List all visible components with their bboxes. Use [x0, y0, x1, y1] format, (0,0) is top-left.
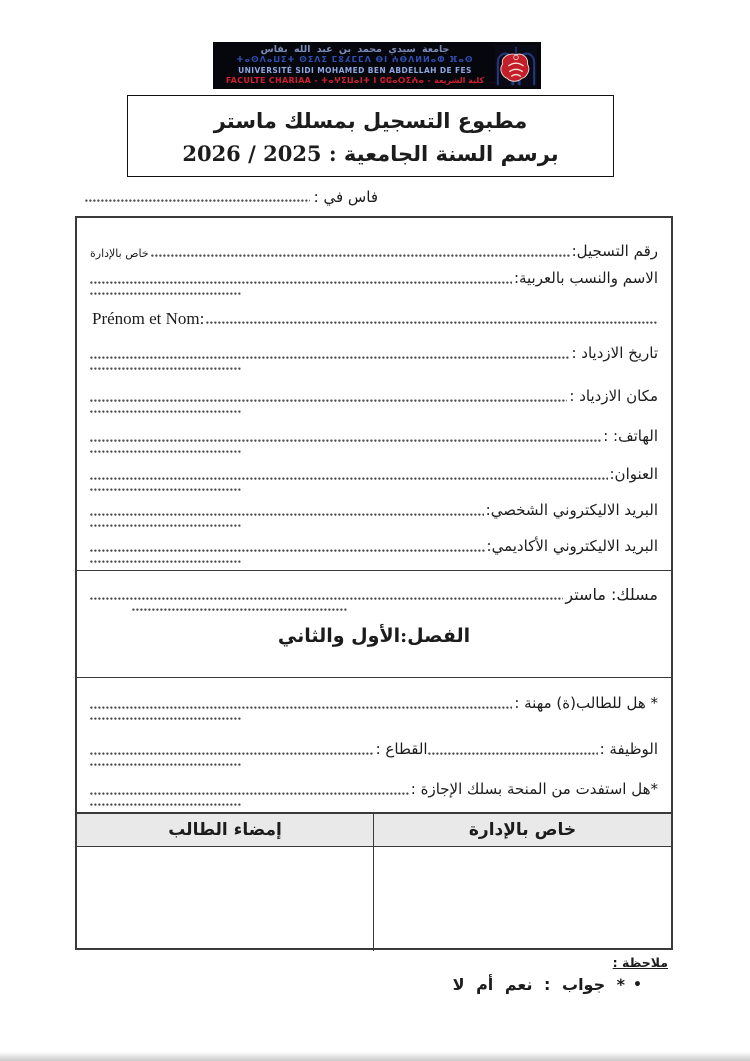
dotted-line-continuation	[90, 799, 242, 810]
dotted-line	[90, 468, 608, 484]
birth-place-label: مكان الازدياد :	[569, 387, 658, 405]
note-bullet-text: * جواب : نعم أم لا	[452, 975, 626, 994]
has-job-label: * هل للطالب(ة) مهنة :	[514, 694, 658, 712]
bullet-icon: •	[633, 976, 642, 993]
field-registration-number	[90, 242, 658, 261]
job-label: الوظيفة :	[599, 740, 658, 758]
mosque-emblem-icon	[495, 45, 537, 87]
academic-email-label: البريد الاليكتروني الأكاديمي:	[486, 537, 658, 555]
field-address	[90, 465, 658, 484]
profession-section	[77, 677, 671, 812]
note-title: ملاحظة :	[612, 955, 668, 970]
field-birth-date	[90, 344, 658, 363]
signature-table	[77, 812, 671, 951]
semester-heading: الفصل:الأول والثاني	[277, 625, 471, 647]
dotted-line	[90, 783, 409, 799]
university-name-tifinagh: ⵜⴰⵙⴷⴰⵡⵉⵜ ⵙⵉⴷⵉ ⵎⵓⵃⵎⵎⴷ ⴱⵏ ⵄⴱⴷⵍⵍⴰⵀ ⴼⴰⵙ	[236, 55, 474, 65]
faculty-name-line: FACULTE CHARIAA - ⵜⴰⵖⵉⵡⴰⵏⵜ ⵏ ⵛⵛⴰⵔⵉⵄⴰ - كلية الشريعة	[225, 75, 485, 85]
track-section	[77, 570, 671, 677]
field-birth-place	[90, 387, 658, 406]
dotted-line	[90, 540, 485, 556]
banner-text-block	[216, 44, 494, 87]
admin-signature-cell	[374, 847, 671, 951]
signature-table-body-row	[77, 847, 671, 951]
student-header-cell: إمضاء الطالب	[77, 814, 374, 846]
field-scholarship	[90, 780, 658, 799]
personal-info-section	[77, 218, 671, 570]
track-label: مسلك: ماستر	[565, 585, 658, 604]
dotted-line	[90, 588, 563, 604]
dotted-line-continuation	[90, 713, 242, 724]
form-title-box	[127, 95, 614, 177]
university-banner	[213, 42, 541, 89]
personal-email-label: البريد الاليكتروني الشخصي:	[485, 501, 658, 519]
place-date-label: فاس في :	[313, 188, 378, 206]
dotted-line	[151, 245, 570, 261]
dotted-line	[90, 743, 374, 759]
university-name-french: UNIVERSITÉ SIDI MOHAMED BEN ABDELLAH DE FES	[238, 65, 472, 75]
registration-number-label: رقم التسجيل:	[571, 242, 658, 260]
dotted-line	[90, 504, 484, 520]
address-label: العنوان:	[609, 465, 658, 483]
place-date-dotted-line	[85, 190, 310, 206]
dotted-line	[428, 743, 598, 759]
dotted-line-continuation	[90, 406, 242, 417]
student-signature-cell	[77, 847, 374, 951]
dotted-line-continuation	[90, 446, 242, 457]
dotted-line	[90, 697, 512, 713]
name-arabic-label: الاسم والنسب بالعربية:	[513, 269, 658, 287]
scholarship-label: *هل استفدت من المنحة بسلك الإجازة :	[410, 780, 658, 798]
note-bullet-line	[453, 975, 642, 994]
faculty-logo-icon	[494, 44, 538, 87]
signature-table-header-row	[77, 814, 671, 847]
dotted-line-continuation	[90, 363, 242, 374]
name-french-label: Prénom et Nom:	[92, 309, 205, 328]
field-has-job	[90, 694, 658, 713]
phone-label: الهاتف: :	[603, 427, 658, 445]
form-title: مطبوع التسجيل بمسلك ماستر	[213, 108, 528, 133]
field-phone	[90, 427, 658, 446]
sector-label: القطاع :	[375, 740, 428, 758]
dotted-line-continuation	[90, 520, 242, 531]
field-personal-email	[90, 501, 658, 520]
page-edge-shadow	[0, 1052, 750, 1061]
field-academic-email	[90, 537, 658, 556]
field-name-arabic	[90, 269, 658, 288]
university-name-arabic: جامعة سيدي محمد بن عبد الله بفاس	[260, 44, 450, 55]
dotted-line-continuation	[132, 604, 347, 615]
dotted-line	[90, 347, 569, 363]
field-job-sector	[90, 740, 658, 759]
field-track	[90, 585, 658, 604]
birth-date-label: تاريخ الازدياد :	[571, 344, 658, 362]
dotted-line	[90, 390, 567, 406]
academic-year: برسم السنة الجامعية : 2025 / 2026	[182, 141, 559, 166]
dotted-line-continuation	[90, 484, 242, 495]
field-name-french	[90, 309, 658, 328]
admin-only-note: خاص بالإدارة	[90, 247, 149, 260]
dotted-line	[90, 272, 512, 288]
dotted-line-continuation	[90, 288, 242, 299]
dotted-line-continuation	[90, 759, 242, 770]
dotted-line	[206, 312, 658, 328]
dotted-line-continuation	[90, 556, 242, 567]
admin-header-cell: خاص بالإدارة	[468, 820, 577, 840]
dotted-line	[90, 430, 601, 446]
place-date-line	[85, 184, 378, 206]
registration-form-box	[75, 216, 673, 950]
